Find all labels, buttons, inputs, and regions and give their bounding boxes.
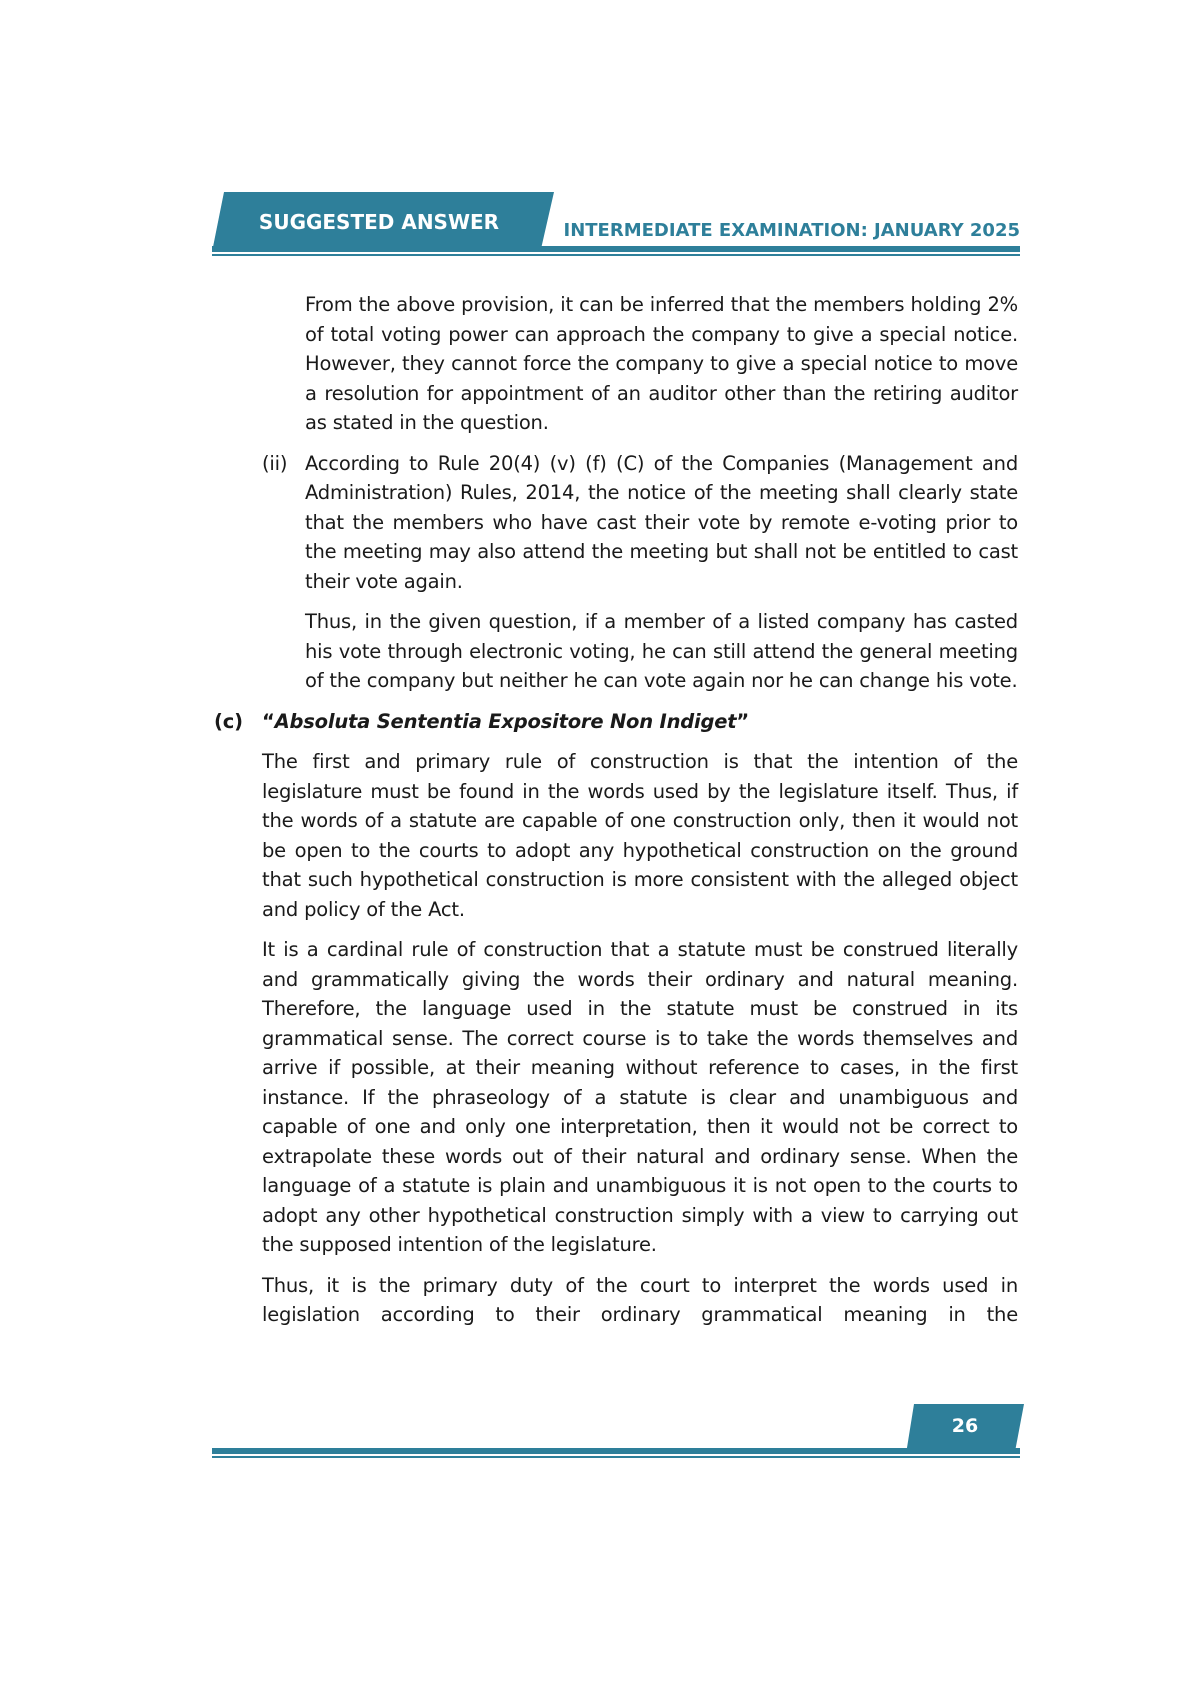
close-quote: ” <box>736 709 750 733</box>
section-heading-c <box>214 707 1018 737</box>
paragraph-continuation: From the above provision, it can be inferred that the members holding 2% of total voting power can approach the company to give a special notice. However, they cannot force the company to give a special notice to move a resolution for appointment of an auditor other than the retiring auditor as stated in the question. <box>305 293 1018 434</box>
list-item-ii <box>214 449 1018 597</box>
list-marker: (ii) <box>262 451 288 475</box>
footer-rule-thin <box>212 1456 1020 1458</box>
page-number: 26 <box>951 1415 979 1437</box>
header-tab-label: SUGGESTED ANSWER <box>258 210 500 234</box>
header-rule-thin <box>212 254 1020 256</box>
paragraph-followup: Thus, in the given question, if a member of a listed company has casted his vote through electronic voting, he can still attend the general meeting of the company but neither he can vote again nor he can change his vote. <box>305 610 1018 692</box>
exam-title: INTERMEDIATE EXAMINATION: JANUARY 2025 <box>563 220 1020 241</box>
footer-rule <box>212 1448 1020 1454</box>
document-body <box>214 290 1018 1330</box>
paragraph: It is a cardinal rule of construction that a statute must be construed literally and grammatically giving the words their ordinary and natural meaning. Therefore, the language used in the statute must be construed in its grammatical sense. The correct course is to take the words themselves and arrive if possible, at their meaning without reference to cases, in the first instance. If the phraseology of a statute is clear and unambiguous and capable of one and only one interpretation, then it would not be correct to extrapolate these words out of their natural and ordinary sense. When the language of a statute is plain and unambiguous it is not open to the courts to adopt any other hypothetical construction simply with a view to carrying out the supposed intention of the legislature. <box>262 938 1018 1256</box>
header-rule <box>212 246 1020 252</box>
open-quote: “ <box>262 709 275 733</box>
section-title <box>262 707 749 737</box>
paragraph: The first and primary rule of construction is that the intention of the legislature must be found in the words used by the legislature itself. Thus, if the words of a statute are capable of one construction only, then it would not be open to the courts to adopt any hypothetical construction on the ground that such hypothetical construction is more consistent with the alleged object and policy of the Act. <box>262 750 1018 921</box>
section-title-text: Absoluta Sententia Expositore Non Indiget <box>274 709 737 733</box>
section-marker: (c) <box>214 709 243 733</box>
list-item-text: According to Rule 20(4) (v) (f) (C) of the Companies (Management and Administration) Rules, 2014, the notice of the meeting shall clearly state that the members who have cast their vote by remote e-voting prior to the meeting may also attend the meeting but shall not be entitled to cast their vote again. <box>305 451 1018 593</box>
paragraph: Thus, it is the primary duty of the court to interpret the words used in legislation according to their ordinary grammatical meaning in the <box>262 1273 1018 1326</box>
